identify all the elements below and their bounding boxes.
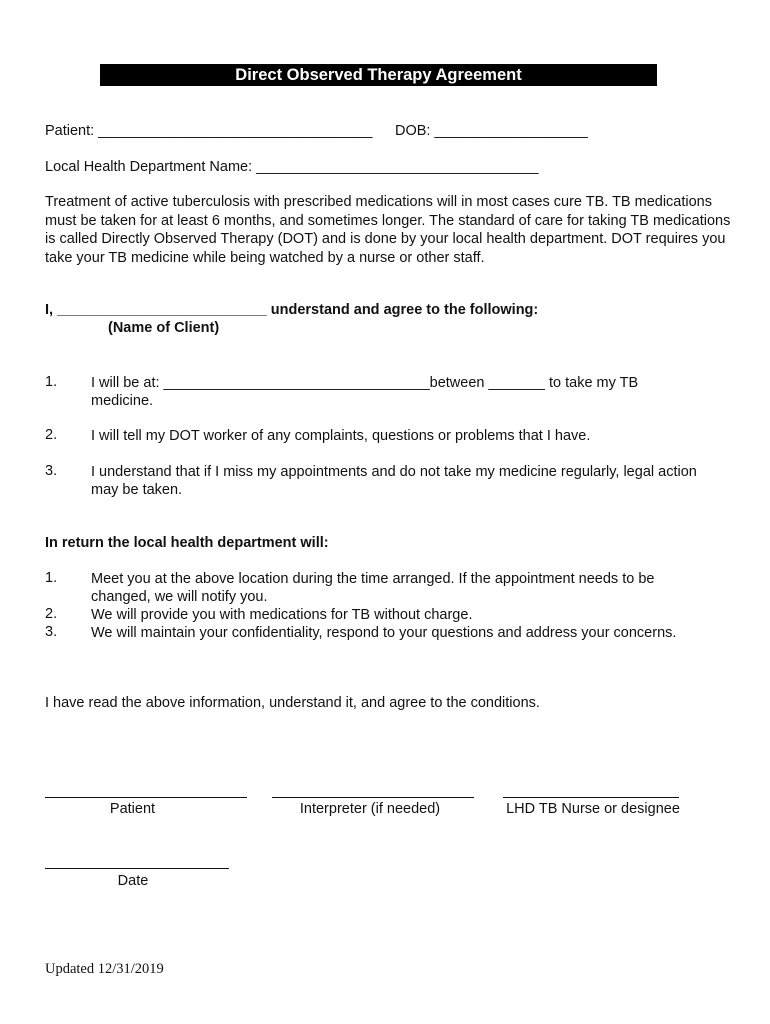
client-agreement-line[interactable]: I, __________________________ understand and agree to the following: bbox=[45, 302, 539, 318]
client-name-caption: (Name of Client) bbox=[108, 320, 220, 336]
patient-signature-label: Patient bbox=[109, 801, 156, 817]
department-item-text: We will provide you with medications for TB without charge. bbox=[91, 607, 473, 623]
nurse-signature-label: LHD TB Nurse or designee bbox=[506, 801, 680, 817]
intro-paragraph: Treatment of active tuberculosis with prescribed medications will in most cases cure TB. TB medications must be taken for at least 6 months, and sometimes longer. The standard of care for taking TB medications is called Directly Observed Therapy (DOT) and is done by your local health department. DOT requires you take your TB medicine while being watched by a nurse or other staff. bbox=[45, 194, 731, 266]
closing-statement: I have read the above information, understand it, and agree to the conditions. bbox=[45, 695, 540, 711]
department-item-text: We will maintain your confidentiality, respond to your questions and address your concerns. bbox=[91, 625, 677, 641]
department-heading: In return the local health department will: bbox=[45, 535, 329, 551]
client-item-text: I understand that if I miss my appointments and do not take my medicine regularly, legal action may be taken. bbox=[91, 464, 697, 498]
nurse-signature-line[interactable] bbox=[503, 797, 679, 798]
updated-date-footer: Updated 12/31/2019 bbox=[45, 961, 164, 977]
date-signature-label: Date bbox=[117, 873, 149, 889]
interpreter-signature-line[interactable] bbox=[272, 797, 474, 798]
interpreter-signature-label: Interpreter (if needed) bbox=[299, 801, 441, 817]
lhd-name-field[interactable]: Local Health Department Name: ___________________________________ bbox=[45, 159, 539, 175]
client-item-text: I will tell my DOT worker of any complaints, questions or problems that I have. bbox=[91, 428, 591, 444]
dob-field[interactable]: DOB: ___________________ bbox=[395, 123, 588, 139]
client-item-number: 3. bbox=[45, 463, 58, 479]
client-item-number: 2. bbox=[45, 427, 58, 443]
department-item-number: 2. bbox=[45, 606, 58, 622]
document-title: Direct Observed Therapy Agreement bbox=[100, 64, 657, 86]
department-item-number: 3. bbox=[45, 624, 58, 640]
patient-signature-line[interactable] bbox=[45, 797, 247, 798]
patient-field[interactable]: Patient: __________________________________ bbox=[45, 123, 373, 139]
client-item-text: I will be at: _________________________________between _______ to take my TB medicine. bbox=[91, 375, 639, 409]
date-signature-line[interactable] bbox=[45, 868, 229, 869]
department-item-number: 1. bbox=[45, 570, 58, 586]
department-item-text: Meet you at the above location during the time arranged. If the appointment needs to be changed, we will notify you. bbox=[91, 571, 655, 605]
client-item-number: 1. bbox=[45, 374, 58, 390]
